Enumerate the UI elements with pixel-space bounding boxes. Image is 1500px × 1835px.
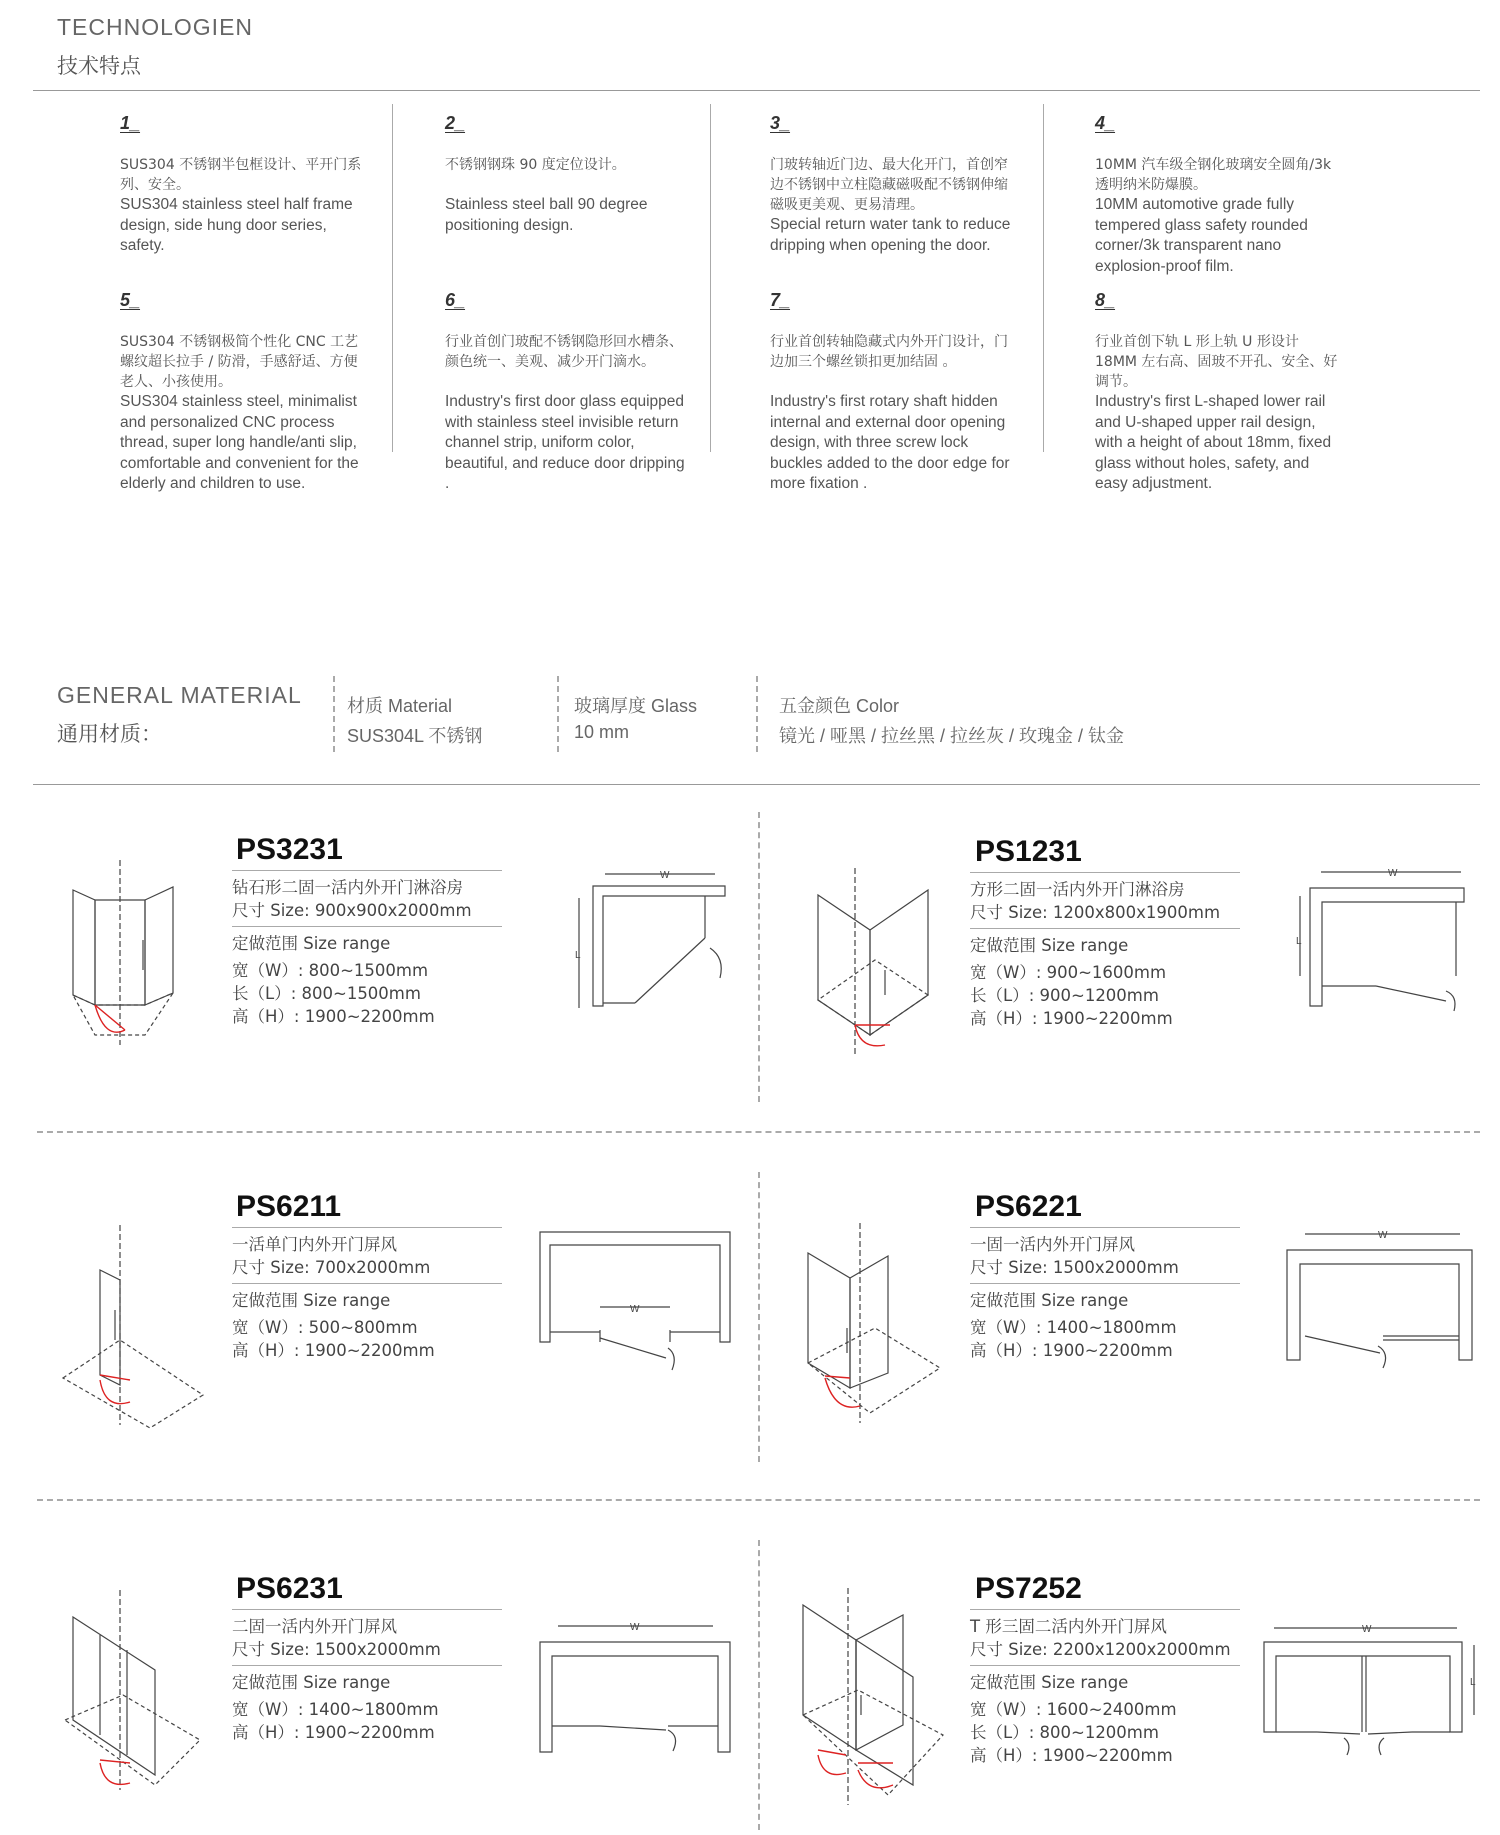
size-range-title: 定做范围 Size range bbox=[232, 1291, 391, 1310]
product-size: 尺寸 Size: 1500x2000mm bbox=[970, 1258, 1179, 1277]
feature-cn: 不锈钢钢珠 90 度定位设计。 bbox=[445, 157, 626, 173]
product-size: 尺寸 Size: 900x900x2000mm bbox=[232, 901, 472, 920]
material-divider bbox=[557, 676, 559, 752]
product-3d-drawing bbox=[55, 1585, 205, 1795]
product-model: PS6221 bbox=[975, 1190, 1082, 1223]
feature-cn: SUS304 不锈钢半包框设计、平开门系列、安全。 bbox=[120, 157, 362, 193]
feature-item bbox=[770, 113, 1015, 256]
material-divider-line bbox=[33, 784, 1480, 785]
product-model: PS1231 bbox=[975, 835, 1082, 868]
material-title-en: GENERAL MATERIAL bbox=[57, 682, 302, 708]
feature-number: 5_ bbox=[120, 290, 141, 310]
product-plan-drawing bbox=[575, 868, 740, 1018]
size-range-title: 定做范围 Size range bbox=[970, 1291, 1129, 1310]
dim-label-w: W bbox=[660, 870, 670, 881]
feature-item bbox=[120, 113, 365, 257]
feature-item bbox=[445, 113, 690, 236]
feature-en: SUS304 stainless steel half frame design, side hung door series, safety. bbox=[120, 196, 353, 254]
product-desc: 一活单门内外开门屏风 bbox=[232, 1235, 397, 1254]
feature-number: 3_ bbox=[770, 113, 791, 133]
product-plan-drawing bbox=[538, 1618, 733, 1768]
feature-en: Industry's first door glass equipped with stainless steel invisible return channel strip, uniform color, beautiful, and reduce door dripping . bbox=[445, 393, 685, 492]
feature-divider bbox=[710, 104, 711, 452]
size-range-item: 宽（W）: 800~1500mm bbox=[232, 961, 429, 980]
feature-item bbox=[1095, 290, 1340, 495]
glass-value: 10 mm bbox=[574, 722, 630, 742]
product-desc: 方形二固一活内外开门淋浴房 bbox=[970, 880, 1185, 899]
product-info bbox=[970, 872, 1240, 1030]
material-label: 材质 Material bbox=[347, 696, 453, 716]
product-plan-drawing bbox=[1296, 866, 1471, 1016]
product-model: PS6231 bbox=[236, 1572, 343, 1605]
color-label: 五金颜色 Color bbox=[779, 696, 900, 716]
dim-label-w: W bbox=[1388, 868, 1398, 879]
product-model: PS6211 bbox=[236, 1190, 342, 1223]
grid-divider bbox=[758, 812, 760, 1102]
product-info bbox=[232, 870, 502, 1028]
product-size: 尺寸 Size: 700x2000mm bbox=[232, 1258, 431, 1277]
feature-divider bbox=[1043, 104, 1044, 452]
product-plan-drawing bbox=[538, 1230, 733, 1380]
size-range-item: 高（H）: 1900~2200mm bbox=[970, 1341, 1173, 1360]
grid-divider bbox=[758, 1172, 760, 1462]
material-value: SUS304L 不锈钢 bbox=[347, 726, 483, 746]
feature-en: Industry's first rotary shaft hidden internal and external door opening design, with three screw lock buckles added to the door edge for more fixation . bbox=[770, 393, 1010, 492]
feature-cn: 10MM 汽车级全钢化玻璃安全圆角/3k 透明纳米防爆膜。 bbox=[1095, 157, 1332, 193]
size-range-item: 高（H）: 1900~2200mm bbox=[970, 1746, 1173, 1765]
product-desc: 钻石形二固一活内外开门淋浴房 bbox=[232, 878, 463, 897]
size-range-item: 高（H）: 1900~2200mm bbox=[232, 1723, 435, 1742]
size-range-item: 长（L）: 800~1500mm bbox=[232, 984, 421, 1003]
size-range-item: 宽（W）: 900~1600mm bbox=[970, 963, 1167, 982]
feature-divider bbox=[392, 104, 393, 452]
feature-en: Industry's first L-shaped lower rail and U-shaped upper rail design, with a height of about 18mm, fixed glass without holes, safety, and easy adjustment. bbox=[1095, 393, 1332, 492]
material-divider bbox=[756, 676, 758, 752]
feature-item bbox=[1095, 113, 1340, 277]
size-range-title: 定做范围 Size range bbox=[970, 1673, 1129, 1692]
feature-cn: 门玻转轴近门边、最大化开门，首创窄边不锈钢中立柱隐藏磁吸配不锈钢伸缩磁吸更美观、更易清理。 bbox=[770, 157, 1008, 213]
material-title-cn: 通用材质： bbox=[57, 722, 162, 746]
size-range-item: 宽（W）: 1400~1800mm bbox=[970, 1318, 1177, 1337]
product-info bbox=[970, 1227, 1240, 1362]
size-range-item: 高（H）: 1900~2200mm bbox=[232, 1341, 435, 1360]
dim-label-w: W bbox=[1378, 1230, 1388, 1241]
feature-cn: 行业首创转轴隐藏式内外开门设计，门边加三个螺丝锁扣更加结固 。 bbox=[770, 334, 1008, 370]
feature-number: 8_ bbox=[1095, 290, 1116, 310]
size-range-item: 长（L）: 800~1200mm bbox=[970, 1723, 1159, 1742]
dim-label-l: L bbox=[1296, 936, 1302, 947]
feature-en: Special return water tank to reduce dripping when opening the door. bbox=[770, 216, 1011, 254]
product-info bbox=[232, 1609, 502, 1744]
feature-cn: 行业首创门玻配不锈钢隐形回水槽条、颜色统一、美观、减少开门滴水。 bbox=[445, 334, 683, 370]
section-title-cn: 技术特点 bbox=[57, 54, 141, 78]
product-desc: 一固一活内外开门屏风 bbox=[970, 1235, 1135, 1254]
size-range-item: 宽（W）: 1600~2400mm bbox=[970, 1700, 1177, 1719]
product-size: 尺寸 Size: 1200x800x1900mm bbox=[970, 903, 1221, 922]
dim-label-w: W bbox=[1362, 1624, 1372, 1635]
feature-cn: 行业首创下轨 L 形上轨 U 形设计 18MM 左右高、固玻不开孔、安全、好调节。 bbox=[1095, 334, 1338, 390]
dim-label-l: L bbox=[575, 950, 581, 961]
section-title-en: TECHNOLOGIEN bbox=[57, 14, 254, 40]
product-info bbox=[232, 1227, 502, 1362]
product-3d-drawing bbox=[55, 1220, 205, 1430]
size-range-item: 长（L）: 900~1200mm bbox=[970, 986, 1159, 1005]
product-model: PS7252 bbox=[975, 1572, 1082, 1605]
grid-divider bbox=[758, 1540, 760, 1830]
product-3d-drawing bbox=[798, 1585, 948, 1810]
product-3d-drawing bbox=[55, 855, 185, 1055]
product-3d-drawing bbox=[810, 860, 940, 1060]
feature-cn: SUS304 不锈钢极简个性化 CNC 工艺螺纹超长拉手 / 防滑，手感舒适、方便老人、小孩使用。 bbox=[120, 334, 359, 390]
size-range-item: 高（H）: 1900~2200mm bbox=[970, 1009, 1173, 1028]
size-range-item: 宽（W）: 1400~1800mm bbox=[232, 1700, 439, 1719]
dim-label-l: L bbox=[1470, 1677, 1476, 1688]
product-size: 尺寸 Size: 2200x1200x2000mm bbox=[970, 1640, 1231, 1659]
feature-number: 7_ bbox=[770, 290, 791, 310]
grid-divider bbox=[37, 1131, 1480, 1133]
feature-item bbox=[445, 290, 690, 495]
feature-item bbox=[770, 290, 1015, 495]
feature-number: 6_ bbox=[445, 290, 466, 310]
material-divider bbox=[333, 676, 335, 752]
product-info bbox=[970, 1609, 1240, 1767]
product-desc: T 形三固二活内外开门屏风 bbox=[970, 1617, 1167, 1636]
feature-en: 10MM automotive grade fully tempered glass safety rounded corner/3k transparent nano explosion-proof film. bbox=[1095, 196, 1308, 275]
product-size: 尺寸 Size: 1500x2000mm bbox=[232, 1640, 441, 1659]
feature-en: Stainless steel ball 90 degree positioning design. bbox=[445, 196, 648, 234]
size-range-title: 定做范围 Size range bbox=[970, 936, 1129, 955]
grid-divider bbox=[37, 1499, 1480, 1501]
product-desc: 二固一活内外开门屏风 bbox=[232, 1617, 397, 1636]
header-divider bbox=[33, 90, 1480, 91]
glass-label: 玻璃厚度 Glass bbox=[574, 696, 698, 716]
dim-label-w: W bbox=[630, 1304, 640, 1315]
size-range-title: 定做范围 Size range bbox=[232, 1673, 391, 1692]
feature-item bbox=[120, 290, 365, 495]
feature-en: SUS304 stainless steel, minimalist and personalized CNC process thread, super long handle/anti slip, comfortable and convenient for the elderly and children to use. bbox=[120, 393, 359, 492]
dim-label-w: W bbox=[630, 1622, 640, 1633]
color-value: 镜光 / 哑黑 / 拉丝黑 / 拉丝灰 / 玫瑰金 / 钛金 bbox=[779, 726, 1125, 746]
size-range-item: 高（H）: 1900~2200mm bbox=[232, 1007, 435, 1026]
product-plan-drawing bbox=[1285, 1228, 1475, 1378]
feature-number: 2_ bbox=[445, 113, 466, 133]
product-3d-drawing bbox=[800, 1218, 945, 1428]
size-range-title: 定做范围 Size range bbox=[232, 934, 391, 953]
product-plan-drawing bbox=[1262, 1620, 1477, 1770]
product-model: PS3231 bbox=[236, 833, 343, 866]
feature-number: 1_ bbox=[120, 113, 141, 133]
feature-number: 4_ bbox=[1095, 113, 1116, 133]
size-range-item: 宽（W）: 500~800mm bbox=[232, 1318, 418, 1337]
